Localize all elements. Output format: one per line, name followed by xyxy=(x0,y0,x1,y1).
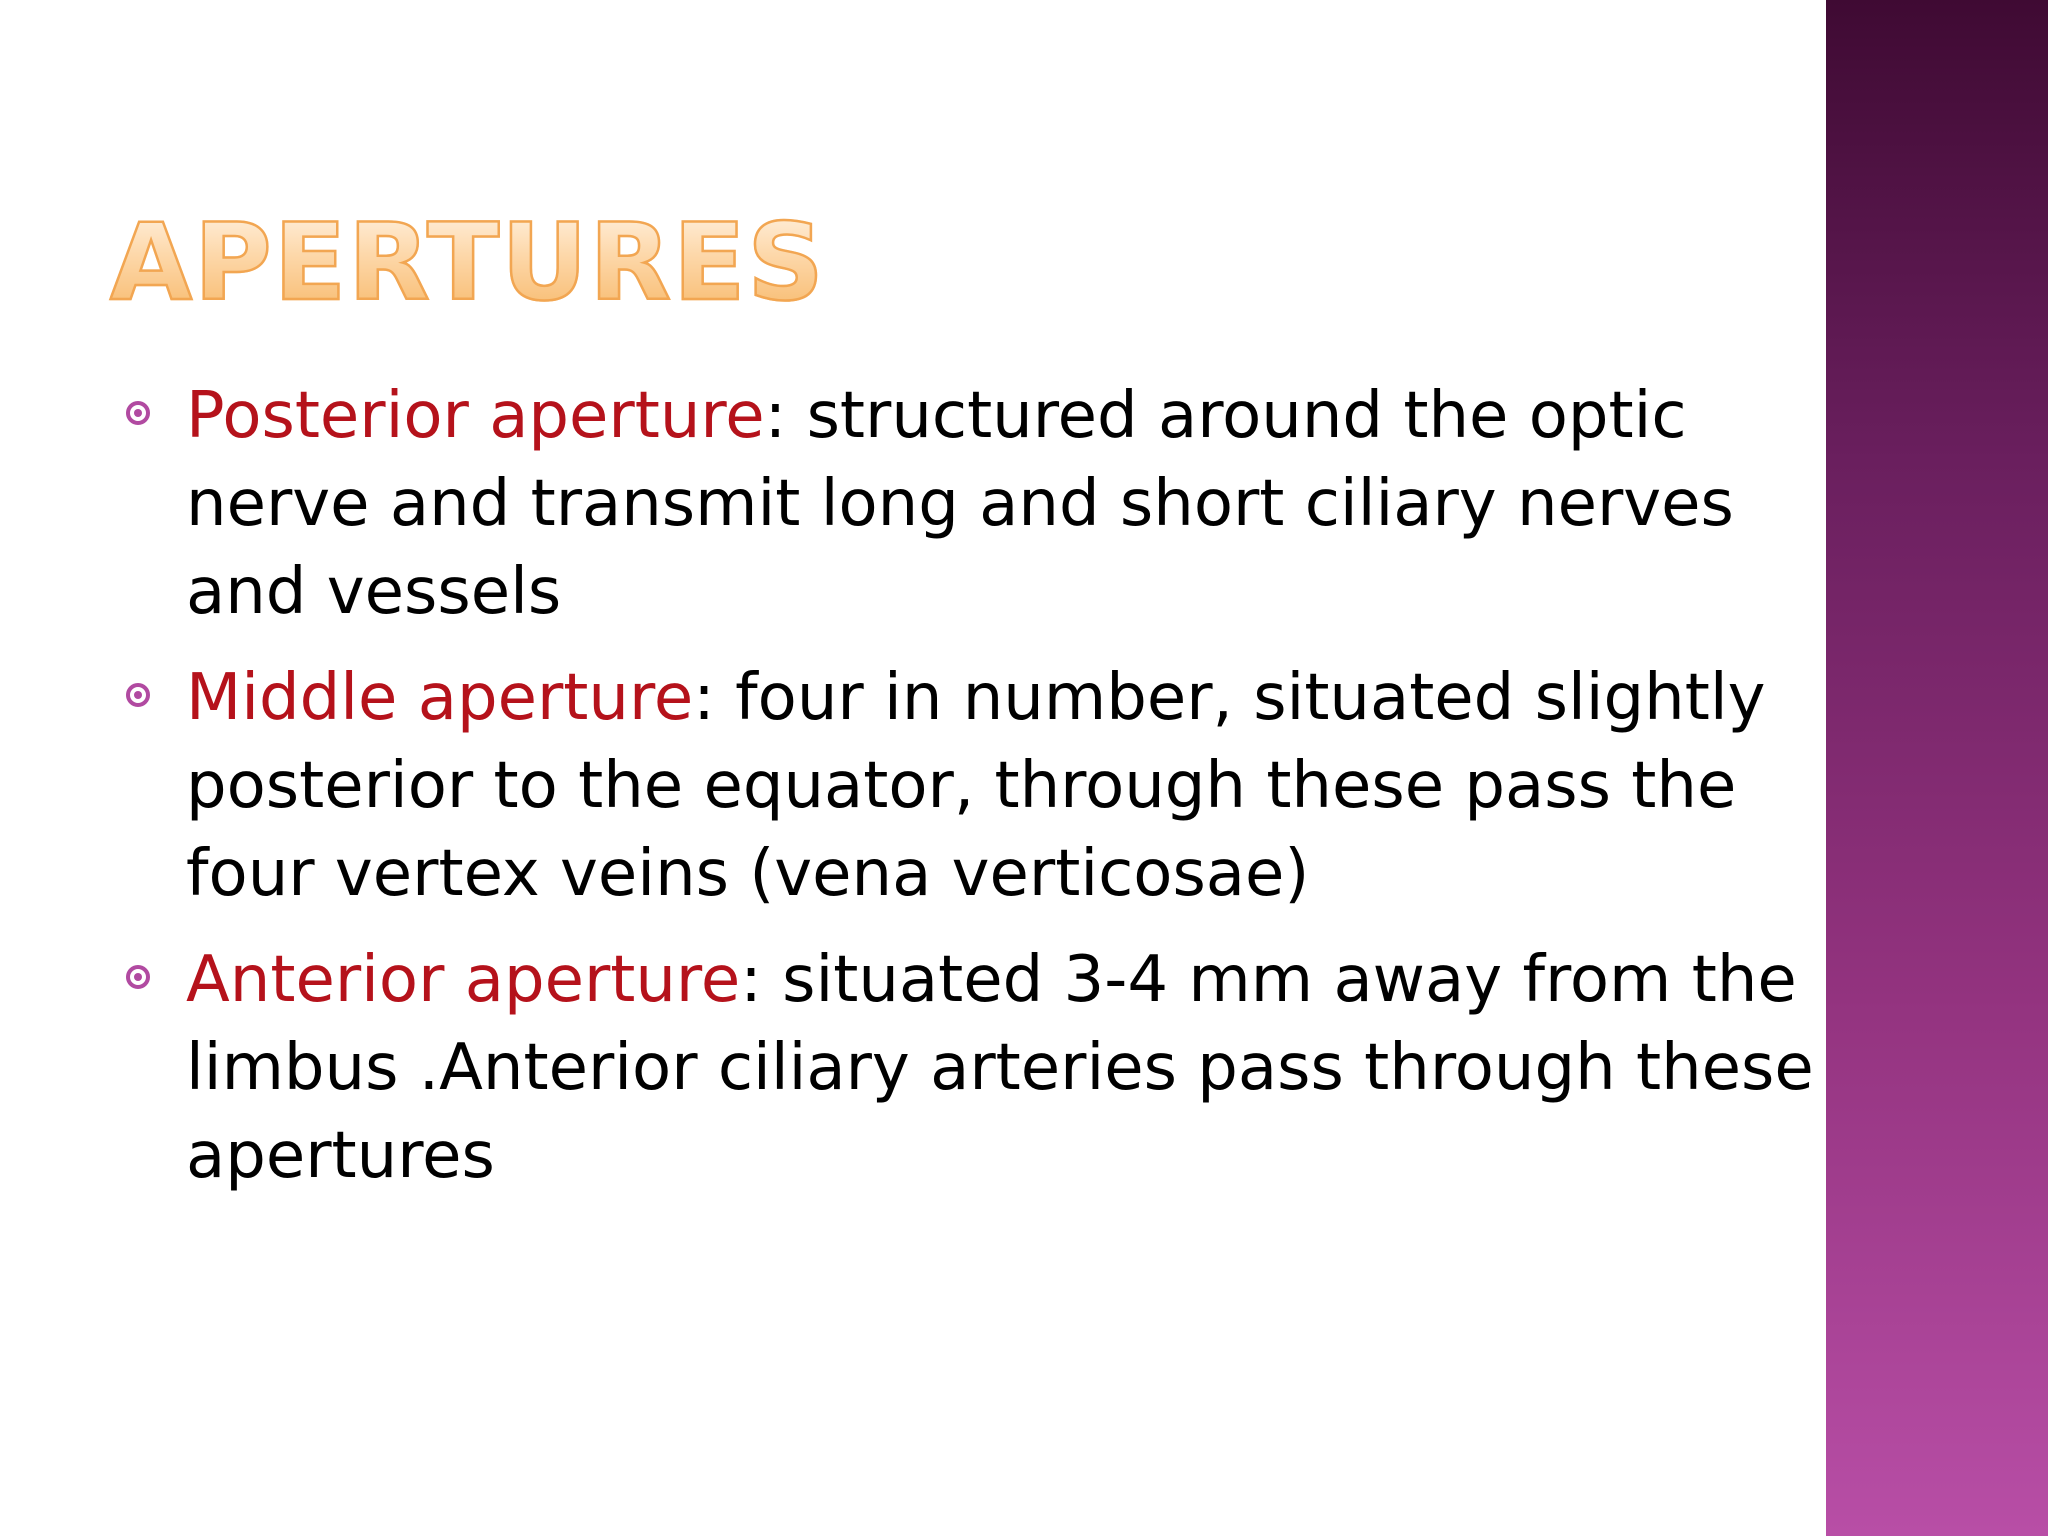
bullet-text: situated 3-4 mm away from the limbus .Anterior ciliary arteries pass through these apertures xyxy=(186,943,1814,1193)
bullet-term: Posterior aperture xyxy=(186,379,765,453)
bullet-separator: : xyxy=(764,379,787,453)
circled-dot-bullet-icon xyxy=(126,965,150,989)
bullet-text: four in number, situated slightly posterior to the equator, through these pass the four vertex veins (vena verticosae) xyxy=(186,661,1766,911)
bullet-term: Middle aperture xyxy=(186,661,694,735)
bullet-term: Anterior aperture xyxy=(186,943,741,1017)
decorative-side-band xyxy=(1826,0,2048,1536)
bullet-middle-aperture xyxy=(126,654,1826,918)
slide-title: APERTURES xyxy=(110,198,826,328)
bullet-separator: : xyxy=(693,661,715,735)
bullet-posterior-aperture xyxy=(126,372,1826,636)
bullet-list xyxy=(126,372,1826,1218)
circled-dot-bullet-icon xyxy=(126,401,150,425)
bullet-anterior-aperture xyxy=(126,936,1826,1200)
circled-dot-bullet-icon xyxy=(126,683,150,707)
bullet-text: structured around the optic nerve and transmit long and short ciliary nerves and vessels xyxy=(186,379,1734,629)
bullet-separator: : xyxy=(740,943,762,1017)
